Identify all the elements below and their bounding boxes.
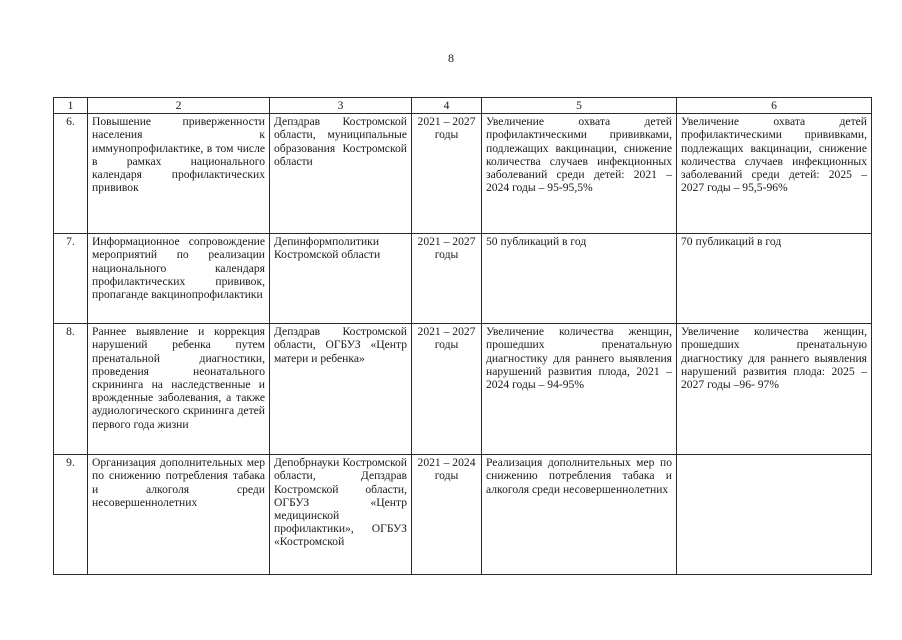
column-header: 1	[54, 98, 88, 114]
table-row	[54, 114, 872, 234]
table-row	[54, 324, 872, 455]
term-cell: 2021 – 2027 годы	[412, 234, 482, 324]
result-2027-cell: 70 публикаций в год	[677, 234, 872, 324]
table-row	[54, 455, 872, 575]
column-header: 4	[412, 98, 482, 114]
executor-cell: Депобрнауки Костромской области, Депздрав Костромской области, ОГБУЗ «Центр медицинской профилактики», ОГБУЗ «Костромской	[270, 455, 412, 575]
result-2024-cell: 50 публикаций в год	[482, 234, 677, 324]
column-header: 3	[270, 98, 412, 114]
row-number: 7.	[54, 234, 88, 324]
row-number: 9.	[54, 455, 88, 575]
term-cell: 2021 – 2024 годы	[412, 455, 482, 575]
result-2024-cell: Реализация дополнительных мер по снижению потребления табака и алкоголя среди несовершеннолетних	[482, 455, 677, 575]
column-header: 6	[677, 98, 872, 114]
row-number: 6.	[54, 114, 88, 234]
column-header: 2	[88, 98, 270, 114]
executor-cell: Депздрав Костромской области, ОГБУЗ «Центр матери и ребенка»	[270, 324, 412, 455]
result-2024-cell: Увеличение количества женщин, прошедших пренатальную диагностику для раннего выявления нарушений развития плода, 2021 – 2024 годы – 94-95%	[482, 324, 677, 455]
measures-table	[53, 97, 872, 575]
row-number: 8.	[54, 324, 88, 455]
result-2024-cell: Увеличение охвата детей профилактическими прививками, подлежащих вакцинации, снижение количества случаев инфекционных заболеваний среди детей: 2021 – 2024 годы – 95-95,5%	[482, 114, 677, 234]
measure-cell: Раннее выявление и коррекция нарушений ребенка путем пренатальной диагностики, проведения неонатального скрининга на наследственные и врожденные заболевания, а также аудиологического скрининга детей первого года жизни	[88, 324, 270, 455]
term-cell: 2021 – 2027 годы	[412, 324, 482, 455]
page-number: 8	[448, 51, 454, 65]
result-2027-cell	[677, 455, 872, 575]
result-2027-cell: Увеличение количества женщин, прошедших пренатальную диагностику для раннего выявления нарушений развития плода: 2025 – 2027 годы –96- 97%	[677, 324, 872, 455]
table-row	[54, 234, 872, 324]
term-cell: 2021 – 2027 годы	[412, 114, 482, 234]
measure-cell: Информационное сопровождение мероприятий по реализации национального календаря профилактических прививок, пропаганде вакцинопрофилактики	[88, 234, 270, 324]
result-2027-cell: Увеличение охвата детей профилактическими прививками, подлежащих вакцинации, снижение количества случаев инфекционных заболеваний среди детей: 2025 – 2027 годы – 95,5-96%	[677, 114, 872, 234]
measure-cell: Организация дополнительных мер по снижению потребления табака и алкоголя среди несовершеннолетних	[88, 455, 270, 575]
executor-cell: Депздрав Костромской области, муниципальные образования Костромской области	[270, 114, 412, 234]
table-header-row	[54, 98, 872, 114]
executor-cell: Депинформполитики Костромской области	[270, 234, 412, 324]
measure-cell: Повышение приверженности населения к иммунопрофилактике, в том числе в рамках национального календаря профилактических прививок	[88, 114, 270, 234]
column-header: 5	[482, 98, 677, 114]
